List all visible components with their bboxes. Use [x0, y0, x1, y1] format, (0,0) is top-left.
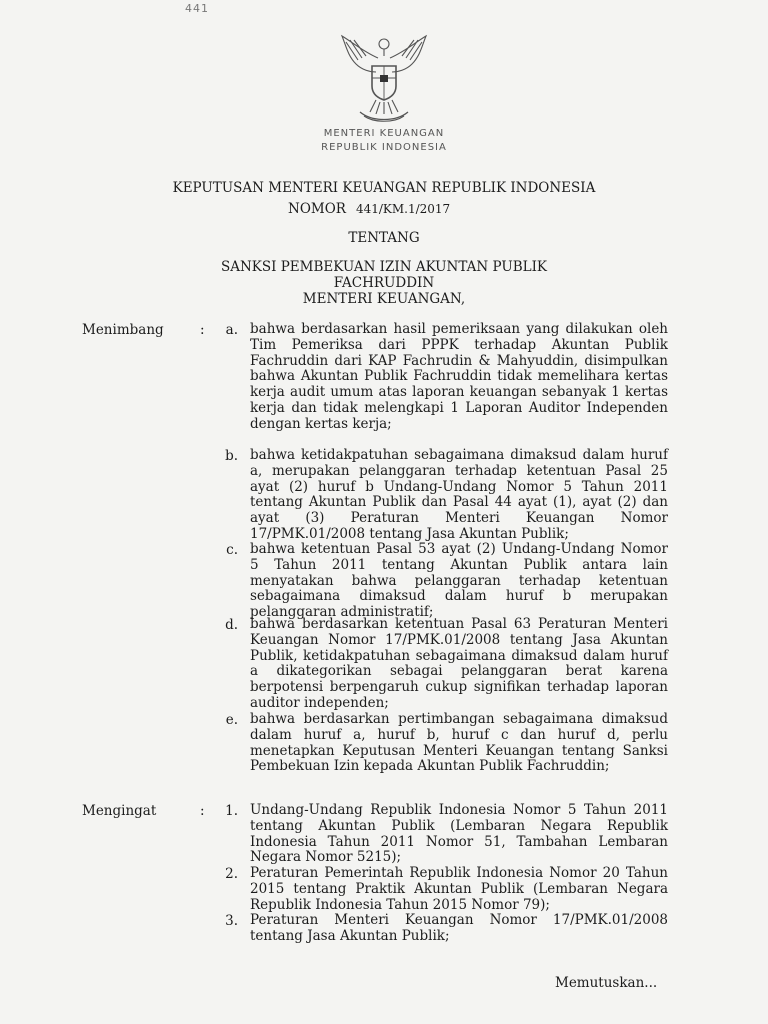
subject-line-2: FACHRUDDIN — [333, 275, 435, 291]
menimbang-marker-e: e. — [225, 712, 238, 728]
menimbang-marker-b: b. — [225, 448, 238, 464]
menimbang-item-b: bahwa ketidakpatuhan sebagaimana dimaksud dalam huruf a, merupakan pelanggaran terhadap ketentuan Pasal 25 ayat (2) huruf b Undang-Undang Nomor 5 Tahun 2011 tentang Akuntan Publik dan Pasal 44 ayat (1), ayat (2) dan ayat (3) Peraturan Menteri Keuangan Nomor 17/PMK.01/2008 tentang Jasa Akuntan Publik; — [250, 447, 668, 542]
mengingat-item-3: Peraturan Menteri Keuangan Nomor 17/PMK.01/2008 tentang Jasa Akuntan Publik; — [250, 912, 668, 944]
letterhead-line-1: MENTERI KEUANGAN — [323, 128, 445, 139]
nomor-value: 441/KM.1/2017 — [355, 202, 451, 216]
menimbang-item-e: bahwa berdasarkan pertimbangan sebagaimana dimaksud dalam huruf a, huruf b, huruf c dan huruf d, perlu menetapkan Keputusan Menteri Keuangan tentang Sanksi Pembekuan Izin kepada Akuntan Publik Fachruddin; — [250, 711, 668, 775]
mengingat-marker-2: 2. — [225, 866, 238, 882]
menimbang-item-a: bahwa berdasarkan hasil pemeriksaan yang dilakukan oleh Tim Pemeriksa dari PPPK terhadap Akuntan Publik Fachruddin dari KAP Fachrudin & Mahyuddin, disimpulkan bahwa Akuntan Publik Fachruddin tidak memelihara kertas kerja audit umum atas laporan keuangan sebanyak 1 kertas kerja dan tidak melengkapi 1 Laporan Auditor Independen dengan kertas kerja; — [250, 321, 668, 432]
handwritten-margin-note: 441 — [185, 2, 209, 15]
menimbang-marker-c: c. — [226, 542, 238, 558]
tentang-heading: TENTANG — [348, 230, 420, 246]
decree-number — [288, 201, 450, 217]
decree-title: KEPUTUSAN MENTERI KEUANGAN REPUBLIK INDONESIA — [172, 180, 596, 196]
menimbang-colon: : — [200, 322, 205, 338]
mengingat-colon: : — [200, 803, 205, 819]
menimbang-item-c: bahwa ketentuan Pasal 53 ayat (2) Undang-Undang Nomor 5 Tahun 2011 tentang Akuntan Publik antara lain menyatakan bahwa pelanggaran terhadap ketentuan sebagaimana dimaksud dalam huruf b merupakan pelanggaran administratif; — [250, 541, 668, 621]
continuation-note: Memutuskan... — [555, 975, 658, 991]
mengingat-item-1: Undang-Undang Republik Indonesia Nomor 5 Tahun 2011 tentang Akuntan Publik (Lembaran Negara Republik Indonesia Tahun 2011 Nomor 51, Tambahan Lembaran Negara Nomor 5215); — [250, 802, 668, 866]
mengingat-label: Mengingat — [82, 803, 157, 819]
menimbang-marker-a: a. — [225, 322, 238, 338]
mengingat-marker-1: 1. — [225, 803, 238, 819]
mengingat-item-2: Peraturan Pemerintah Republik Indonesia Nomor 20 Tahun 2015 tentang Praktik Akuntan Publik (Lembaran Negara Republik Indonesia Tahun 2015 Nomor 79); — [250, 865, 668, 913]
subject-line-1: SANKSI PEMBEKUAN IZIN AKUNTAN PUBLIK — [220, 259, 548, 275]
authority-line: MENTERI KEUANGAN, — [302, 291, 466, 307]
menimbang-label: Menimbang — [82, 322, 164, 338]
letterhead-line-2: REPUBLIK INDONESIA — [321, 142, 447, 153]
nomor-label: NOMOR — [288, 201, 346, 217]
menimbang-item-d: bahwa berdasarkan ketentuan Pasal 63 Peraturan Menteri Keuangan Nomor 17/PMK.01/2008 tentang Jasa Akuntan Publik, ketidakpatuhan sebagaimana dimaksud dalam huruf a dikategorikan sebagai pelanggaran berat karena berpotensi berpengaruh cukup signifikan terhadap laporan auditor independen; — [250, 616, 668, 711]
menimbang-marker-d: d. — [225, 617, 238, 633]
mengingat-marker-3: 3. — [225, 913, 238, 929]
garuda-pancasila-emblem-icon — [334, 32, 434, 124]
